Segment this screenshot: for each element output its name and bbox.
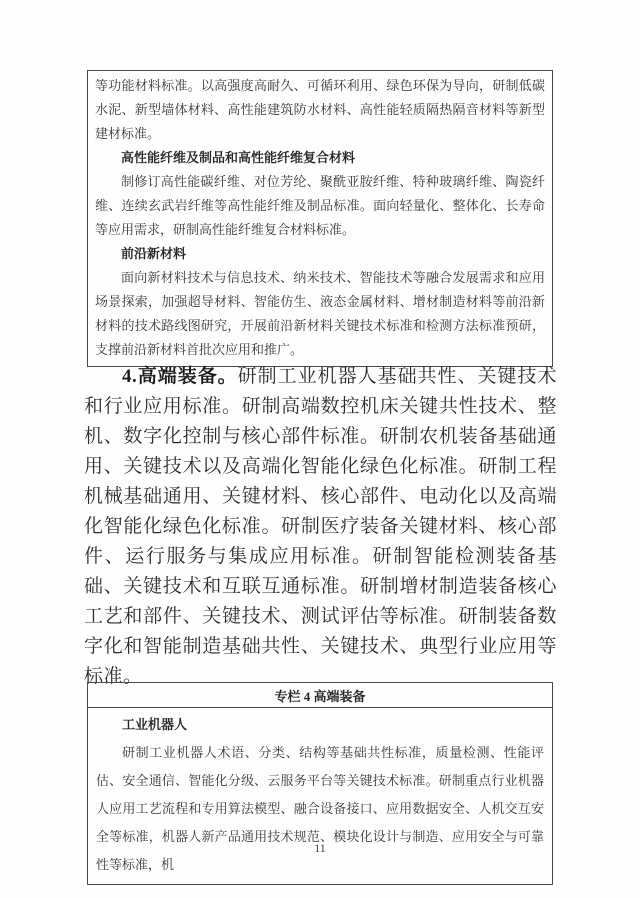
section-heading-frontier-materials: 前沿新材料 [121,246,187,261]
column-4-body [88,708,552,884]
column-4-title: 专栏 4 高端装备 [88,683,552,708]
item-4-body-text: 研制工业机器人基础共性、关键技术和行业应用标准。研制高端数控机床关键共性技术、整机、数字化控制与核心部件标准。研制农机装备基础通用、关键技术以及高端化智能化绿色化标准。研制工程机械基础通用、关键材料、核心部件、电动化以及高端化智能化绿色化标准。研制医疗装备关键材料、核心部件、运行服务与集成应用标准。研制智能检测装备基础、关键技术和互联互通标准。研制增材制造装备核心工艺和部件、关键技术、测试评估等标准。研制装备数字化和智能制造基础共性、关键技术、典型行业应用等标准。 [84,366,557,687]
materials-standards-box [87,70,553,367]
section-body-high-performance-fiber: 制修订高性能碳纤维、对位芳纶、聚酰亚胺纤维、特种玻璃纤维、陶瓷纤维、连续玄武岩纤维等高性能纤维及制品标准。面向轻量化、整体化、长寿命等应用需求，研制高性能纤维复合材料标准。 [95,174,545,237]
industrial-robot-heading: 工业机器人 [122,717,188,732]
industrial-robot-body: 研制工业机器人术语、分类、结构等基础共性标准，质量检测、性能评估、安全通信、智能化分级、云服务平台等关键技术标准。研制重点行业机器人应用工艺流程和专用算法模型、融合设备接口、应用数据安全、人机交互安全等标准，机器人新产品通用技术规范、模块化设计与制造、应用安全与可靠性等标准，机 [96,745,544,872]
materials-continued-paragraph: 等功能材料标准。以高强度高耐久、可循环利用、绿色环保为导向，研制低碳水泥、新型墙体材料、高性能建筑防水材料、高性能轻质隔热隔音材料等新型建材标准。 [95,78,545,141]
section-heading-high-performance-fiber: 高性能纤维及制品和高性能纤维复合材料 [121,150,356,165]
page-number: 11 [314,841,326,855]
section-body-frontier-materials: 面向新材料技术与信息技术、纳米技术、智能技术等融合发展需求和应用场景探索，加强超导材料、智能仿生、液态金属材料、增材制造材料等前沿新材料的技术路线图研究，开展前沿新材料关键技术标准和检测方法标准预研，支撑前沿新材料首批次应用和推广。 [95,270,545,357]
item-4-number-label: 4.高端装备。 [122,366,238,387]
item-4-high-end-equipment-paragraph [84,362,557,692]
